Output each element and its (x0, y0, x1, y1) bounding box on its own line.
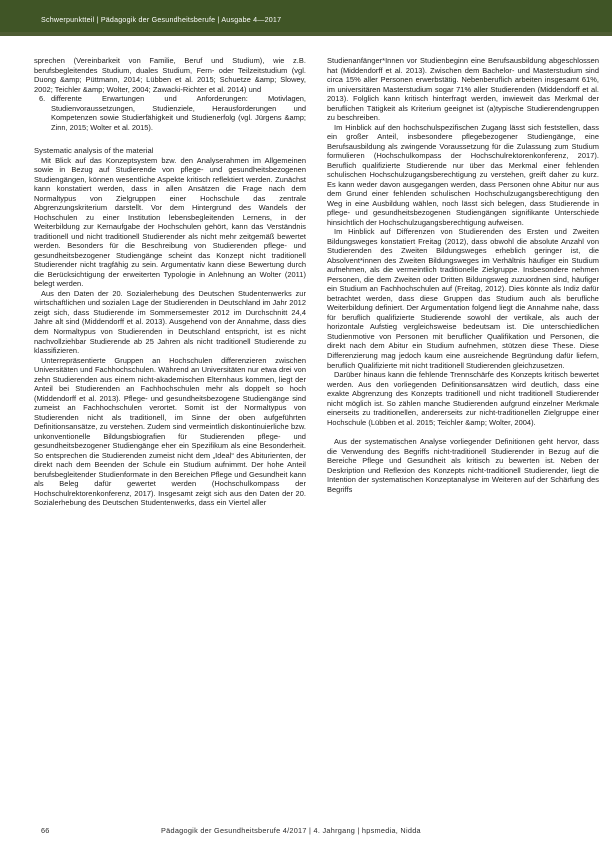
left-paragraph-2: Aus den Daten der 20. Sozialerhebung des Deutschen Studentenwerks zur wirtschaftlichen und sozialen Lage der Studierenden in Deutschland im Jahr 2012 zeigt sich, dass Studierende im Sommersemester 2012 im Durchschnitt 24,4 Jahre alt sind (Middendorff et al. 2013). Ausgehend von der Annahme, dass dies dem Normaltypus von Studierenden in Deutschland entspricht, ist es nicht nachvollziehbar Studierende ab 25 Jahren als nicht traditionell Studierende zu klassifizieren. (34, 288, 306, 356)
page-footer (0, 826, 612, 840)
left-column (34, 56, 306, 508)
right-paragraph-2: Im Hinblick auf den hochschulspezifischen Zugang lässt sich feststellen, dass ein großer Anteil, insbesondere pflegebezogener Studiengänge, eine Berufsausbildung als zwingende Voraussetzung für die Zulassung zum Studium formulieren (Hochschulkompass der Hochschulrektorenkonferenz, 2017). Beruflich qualifizierte Studierende nur über das Merkmal einer fehlenden schulischen Hochschulzugangsberechtigung zu verstehen, greift daher zu kurz. Es kann weder davon ausgegangen werden, dass Personen ohne Abitur nur aus dem Grund einer fehlenden schulischen Hochschulzugangsberechtigung den Weg in eine Ausbildung wählen, noch lässt sich belegen, dass Studierende in pflege- und gesundheitsbezogenen Studiengängen signifikante Unterschiede hinsichtlich der Hochschulzugangsberechtigung aufweisen. (327, 122, 599, 227)
left-paragraph-1: Mit Blick auf das Konzeptsystem bzw. den Analyserahmen im Allgemeinen sowie in Bezug auf Studierende von pflege- und gesundheitsbezogenen Studiengängen, können wesentliche Aspekte kritisch reflektiert werden. Zunächst kann konstatiert werden, dass in allen Ansätzen die Frage nach dem Normaltypus von Zielgruppen einer Hochschule das zentrale Abgrenzungskriterium darstellt. Vor dem Hintergrund des Wandels der Hochschulen zu einer Institution lebensbegleitenden Lernens, in der Weiterbildung zur Kernaufgabe der Hochschulen gehört, kann das Verständnis traditionell und nicht traditionell Studierender als nicht mehr zeitgemäß bewertet werden. Besonders für die Beschreibung von Studierenden pflege- und gesundheitsbezogener Studiengänge scheint das Konzept nicht traditionell Studierender nicht tragfähig zu sein. Argumentativ kann diese Bewertung durch die Berücksichtigung der erweiterten Typologie in Anlehnung an Wolter (2011) belegt werden. (34, 155, 306, 289)
footer-page-number: 66 (41, 826, 50, 835)
right-paragraph-5: Aus der systematischen Analyse vorliegender Definitionen geht hervor, dass die Verwendung des Begriffs nicht-traditionell Studierender in Bezug auf die Bereiche Pflege und Gesundheit als kritisch zu bewerten ist. Neben der Deskription und Reflexion des Konzepts nicht-traditionell Studierender, liegt die Intention der systematischen Konzeptanalyse im Weiteren auf der Schärfung des Begriffs (327, 437, 599, 494)
header-band-accent (0, 32, 612, 36)
spacer (34, 132, 306, 146)
footer-imprint: Pädagogik der Gesundheitsberufe 4/2017 | 4. Jahrgang | hpsmedia, Nidda (161, 826, 421, 835)
continued-paragraph: sprechen (Vereinbarkeit von Familie, Beruf und Studium), wie z.B. berufsbegleitendes Studium, duales Studium, Fern- oder Teilzeitstudium (vgl. Duong &amp; Püttmann, 2014; Lübben et al. 2015; Schuetze &amp; Slowey, 2002; Teichler &amp; Wolter, 2004; Zawacki-Richter et al. 2014) und (34, 56, 306, 94)
right-paragraph-1: Studienanfänger*Innen vor Studienbeginn eine Berufsausbildung abgeschlossen hat (Middendorff et al. 2013). Zwischen dem Bachelor- und Masterstudium sind circa 15% aller Personen erwerbstätig. Nebenberuflich arbeiten insgesamt 61%, im universitären Masterstudium sogar 71% aller Studierenden (Middendorff et al. 2013). Folglich kann kritisch hinterfragt werden, inwieweit das Merkmal der beruflichen Tätigkeit als Kriterium geeignet ist (a)typische Studierendengruppen zu beschreiben. (327, 56, 599, 123)
right-paragraph-3: Im Hinblick auf Differenzen von Studierenden des Ersten und Zweiten Bildungsweges konstatiert Freitag (2012), dass obwohl die absolute Anzahl von Studierenden des Zweiten Bildungsweges erheblich geringer ist, die Absolvent*innen des Zweiten Bildungsweges im Verhältnis häufiger ein Studium aufnehmen, als die vermeintlich traditionelle Zielgruppe. Insbesondere nehmen Personen, die dem Zweiten oder Dritten Bildungsweg zuzuordnen sind, häufiger ein Studium an Fachhochschulen auf (Freitag, 2012). Dies könnte als Indiz dafür betrachtet werden, dass diese Gruppen das Studium auch als berufliche Weiterbildung definiert. Der Argumentation folgend liegt die Annahme nahe, dass für beruflich qualifizierte Studierende sowohl der vertikale, als auch der horizontale Aufstieg vergleichsweise bedeutsam ist. Die unterschiedlichen Studienmotive von Personen mit beruflicher Qualifikation und Personen, die direkt nach dem Abitur ein Studium aufnehmen, stützen diese These. Diese Differenzierung mag jedoch kaum eine ausreichende Begründung dafür liefern, beruflich Qualifizierte mit nicht traditionell Studierenden gleichzusetzen. (327, 227, 599, 370)
list-item-number: 6. (39, 94, 46, 104)
numbered-list-item-6 (34, 94, 306, 132)
right-paragraph-4: Darüber hinaus kann die fehlende Trennschärfe des Konzepts kritisch bewertet werden. Aus den vorliegenden Definitionsansätzen wird deutlich, dass eine exakte Abgrenzung des Konzepts traditionell und nicht traditionell Studierender nicht möglich ist. So zählen manche Studierenden aufgrund einzelner Merkmale einerseits zu traditionellen, andererseits zur nicht-traditionellen Zielgruppe einer Hochschule (Lübben et al. 2015; Teichler &amp; Wolter, 2004). (327, 370, 599, 427)
left-paragraph-3: Unterrepräsentierte Gruppen an Hochschulen differenzieren zwischen Universitäten und Fachhochschulen. Während an Universitäten nur etwa drei von zehn Studierenden aus einem nicht-akademischen Elternhaus kommen, liegt der Anteil bei Studierenden an Fachhochschulen mehr als doppelt so hoch (Middendorff et al. 2013). Pflege- und gesundheitsbezogene Studiengänge sind zumeist an Fachhochschulen verortet. Somit ist der Normaltypus von Studierenden nicht als traditionell, im Sinne der oben aufgeführten Definitionsansätze, zu verstehen. Zudem sind vermeintlich diskontinuierliche bzw. unkonventionelle Bildungsbiografien für Studierenden pflege- und gesundheitsbezogener Studiengänge eher ein Spezifikum als eine Besonderheit. So entsprechen die Studierenden zumeist nicht dem „Ideal“ des Abiturienten, der direkt nach dem Beenden der Schule ein Studium aufnimmt. Der hohe Anteil berufsbegleitender Studienformate in den Bereichen Pflege und Gesundheit kann als Beleg dafür gewertet werden (Hochschulkompass der Hochschulrektorenkonferenz, 2017). Insgesamt zeigt sich aus den Daten der 20. Sozialerhebung des Deutschen Studentenwerks, dass ein Viertel aller (34, 355, 306, 508)
right-column (327, 56, 599, 508)
spacer (327, 427, 599, 437)
section-heading: Systematic analysis of the material (34, 146, 154, 156)
running-header-title: Schwerpunktteil | Pädagogik der Gesundheitsberufe | Ausgabe 4—2017 (41, 16, 282, 24)
list-item-text: differente Erwartungen und Anforderungen: Motivlagen, Studienvoraussetzungen, Studienziele, Herausforderungen und Kompetenzen sowie Studierfähigkeit und Studienerfolg (vgl. Jürgens &amp; Zinn, 2015; Wolter et al. 2015). (51, 94, 306, 132)
two-column-layout (0, 56, 612, 508)
